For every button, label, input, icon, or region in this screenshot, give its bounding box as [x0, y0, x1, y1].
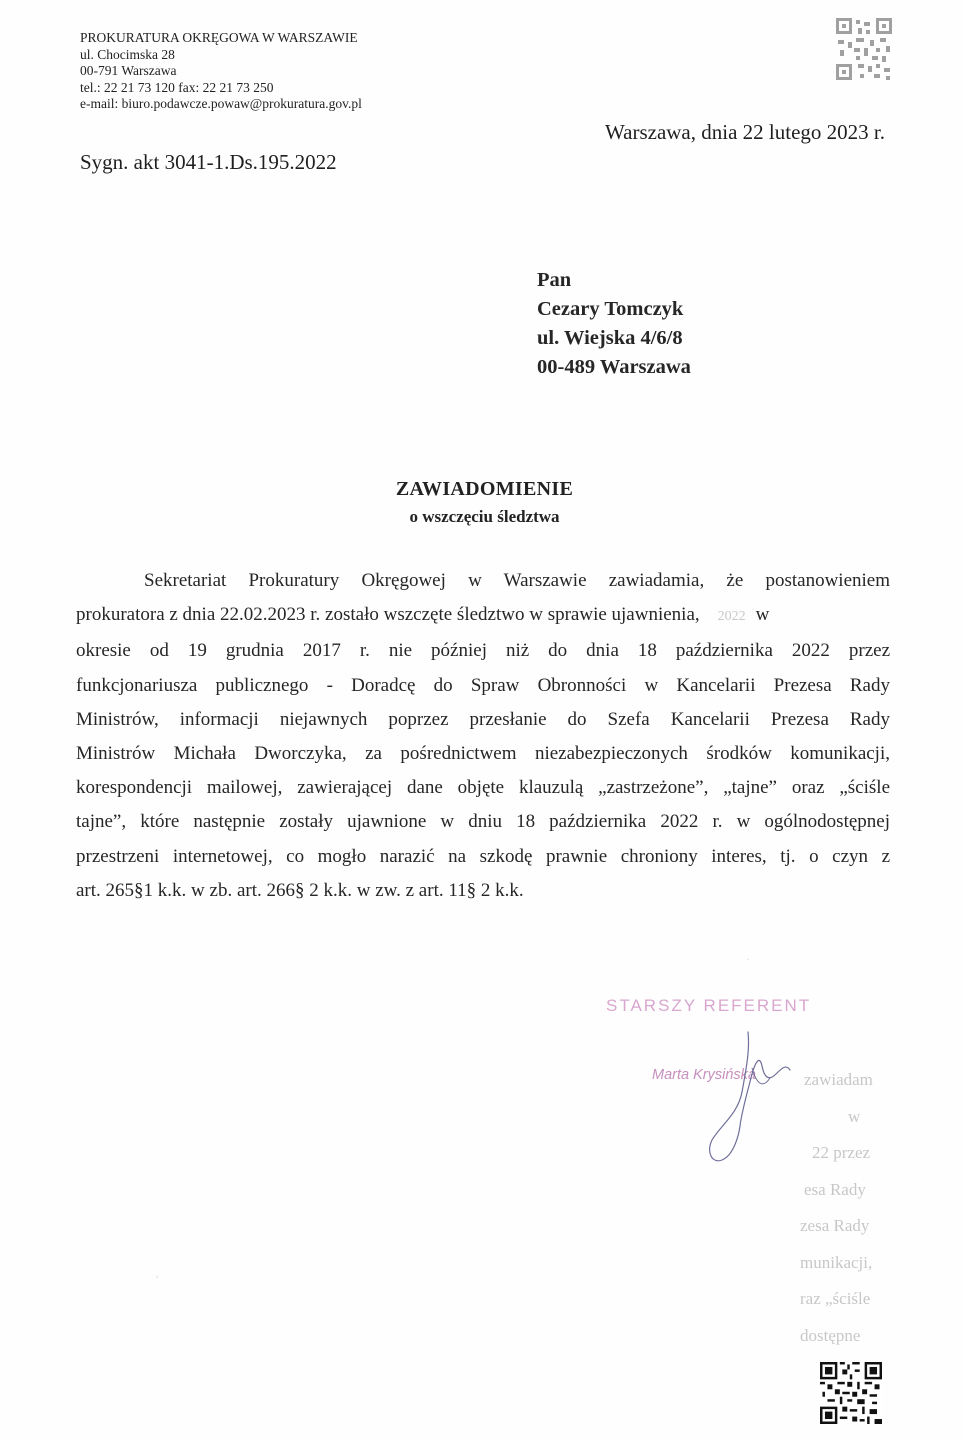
- stamp-title: STARSZY REFERENT: [606, 996, 812, 1015]
- handwritten-signature: [690, 1030, 800, 1170]
- bleed-through-inline: 2022: [717, 609, 746, 625]
- body-line: okresie od 19 grudnia 2017 r. nie później niż do dnia 18 października 2022 przez: [76, 640, 890, 662]
- body-line-2: [76, 598, 890, 634]
- recipient-street: ul. Wiejska 4/6/8: [537, 327, 683, 349]
- bleed-through-line: dostępne: [800, 1325, 861, 1345]
- bleed-through-line: zesa Rady: [800, 1216, 870, 1235]
- sender-street: ul. Chocimska 28: [80, 46, 175, 62]
- scan-artifact: ': [156, 1272, 159, 1286]
- body-line: korespondencji mailowej, zawierającej dane objęte klauzulą „zastrzeżone”, „tajne” oraz „ściśle: [76, 777, 890, 799]
- qr-code-top-icon: [836, 18, 892, 80]
- body-line: funkcjonariusza publicznego - Doradcę do Spraw Obronności w Kancelarii Prezesa Rady: [76, 674, 890, 696]
- sender-city: 00-791 Warszawa: [80, 63, 177, 78]
- sender-block: [80, 30, 362, 113]
- bleed-through-line: 22 przez: [812, 1143, 871, 1162]
- body-line-tail: w: [755, 604, 770, 626]
- qr-code-bottom-icon: [820, 1362, 882, 1424]
- body-line: Ministrów, informacji niejawnych poprzez przesłanie do Szefa Kancelarii Prezesa Rady: [76, 708, 890, 730]
- document-title: ZAWIADOMIENIE: [395, 478, 574, 500]
- bleed-through-line: raz „ściśle: [800, 1289, 871, 1308]
- bleed-through-line: w: [848, 1106, 861, 1126]
- place-and-date: Warszawa, dnia 22 lutego 2023 r.: [605, 120, 885, 144]
- body-line: Sekretariat Prokuratury Okręgowej w Warszawie zawiadamia, że postanowieniem: [144, 570, 890, 591]
- sender-phones: tel.: 22 21 73 120 fax: 22 21 73 250: [80, 79, 274, 95]
- stamp-name: Marta Krysińska: [652, 1067, 756, 1083]
- body-line: przestrzeni internetowej, co mogło narazić na szkodę prawnie chroniony interes, tj. o czyn z: [76, 845, 890, 867]
- body-line: Ministrów Michała Dworczyka, za pośrednictwem niezabezpieczonych środków komunikacji,: [76, 743, 890, 765]
- recipient-salutation: Pan: [537, 269, 572, 291]
- recipient-block: [537, 266, 691, 382]
- scan-artifact: ·: [746, 952, 750, 966]
- case-reference: Sygn. akt 3041-1.Ds.195.2022: [80, 150, 337, 174]
- document-heading: [0, 478, 963, 527]
- document-subtitle: o wszczęciu śledztwa: [409, 507, 560, 526]
- bleed-through-line: zawiadam: [804, 1070, 873, 1089]
- sender-email: e-mail: biuro.podawcze.powaw@prokuratura.gov.pl: [80, 96, 362, 111]
- bleed-through-text: [800, 1062, 873, 1354]
- bleed-through-line: munikacji,: [800, 1252, 873, 1272]
- recipient-city: 00-489 Warszawa: [537, 356, 691, 378]
- body-line: tajne”, które następnie zostały ujawnione w dniu 18 października 2022 r. w ogólnodostępnej: [76, 811, 890, 833]
- bleed-through-line: esa Rady: [804, 1179, 866, 1199]
- body-line: art. 265§1 k.k. w zb. art. 266§ 2 k.k. w zw. z art. 11§ 2 k.k.: [76, 879, 524, 901]
- body-paragraph: [76, 564, 890, 908]
- sender-name: PROKURATURA OKRĘGOWA W WARSZAWIE: [80, 30, 358, 45]
- body-line-text: prokuratora z dnia 22.02.2023 r. zostało wszczęte śledztwo w sprawie ujawnienia,: [76, 604, 700, 626]
- recipient-name: Cezary Tomczyk: [537, 298, 684, 320]
